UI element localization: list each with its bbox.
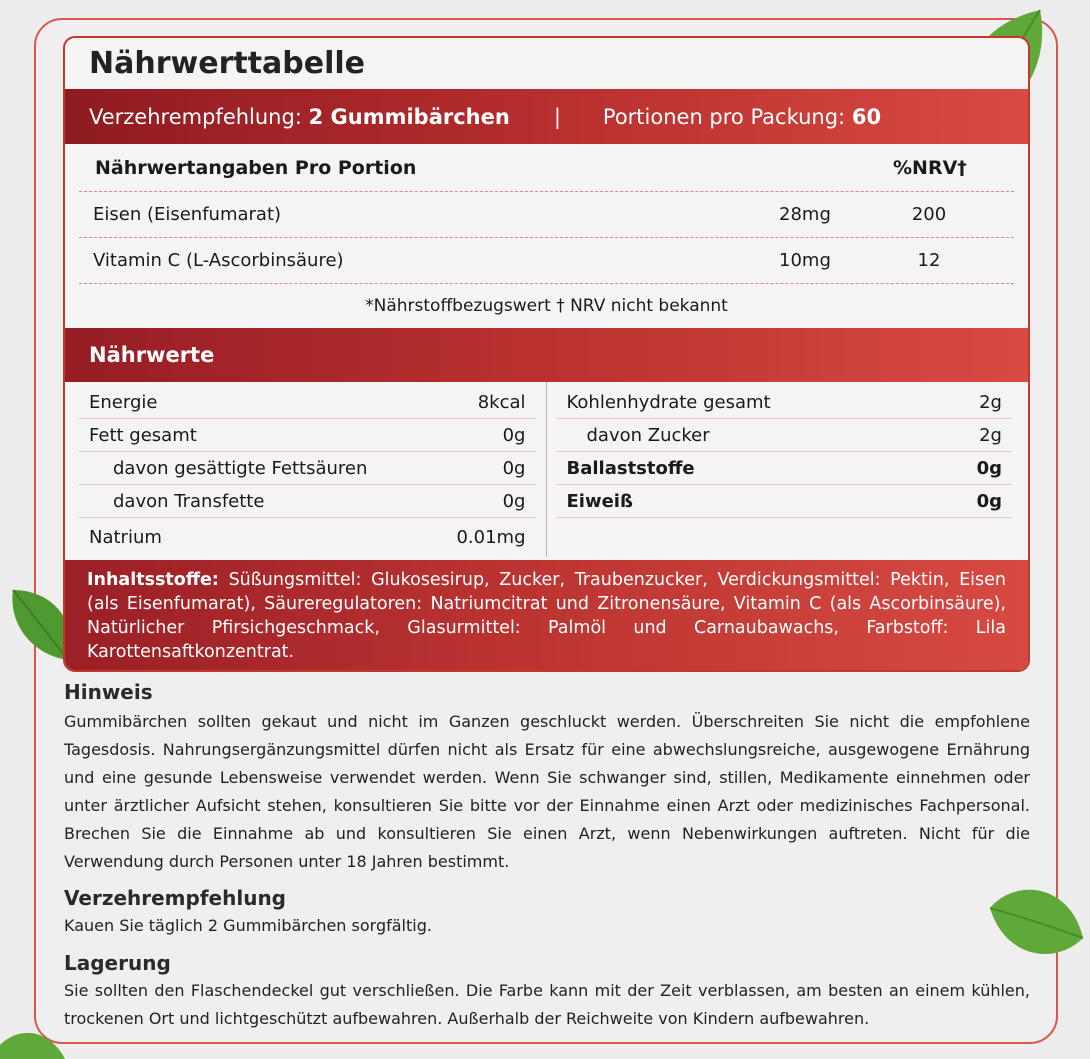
- naehrwerte-header: Nährwerte: [65, 328, 1028, 382]
- table-row: [79, 518, 536, 556]
- row-value: 2g: [979, 391, 1002, 413]
- portions-value: 60: [851, 104, 882, 129]
- row-label: Kohlenhydrate gesamt: [566, 391, 771, 413]
- separator: |: [553, 104, 561, 129]
- row-value: 8kcal: [477, 391, 526, 413]
- verzehr-section: [64, 886, 1030, 940]
- table-row: [79, 452, 536, 485]
- nrv-row: [79, 192, 1014, 238]
- hinweis-title: Hinweis: [64, 680, 153, 704]
- portions-label: Portionen pro Packung:: [602, 104, 846, 129]
- nrv-percent: 12: [917, 250, 941, 271]
- table-row: [79, 386, 536, 419]
- row-value: 0g: [502, 457, 526, 479]
- nutrition-card: [63, 36, 1030, 672]
- page-title: Nährwerttabelle: [89, 46, 366, 81]
- row-value: 0g: [502, 490, 526, 512]
- table-row: [79, 485, 536, 518]
- leaf-bottom-left-icon: [0, 1025, 70, 1059]
- row-label: Ballaststoffe: [566, 457, 695, 479]
- nrv-percent: 200: [911, 204, 947, 225]
- verzehr-text: Kauen Sie täglich 2 Gummibärchen sorgfältig.: [64, 916, 432, 935]
- table-row: [557, 485, 1013, 518]
- lagerung-title: Lagerung: [64, 951, 171, 975]
- serving-bar: [65, 89, 1028, 144]
- row-label: davon Zucker: [586, 424, 710, 446]
- lagerung-section: [64, 951, 1030, 1033]
- nrv-header: [79, 144, 1014, 192]
- table-row: [557, 452, 1013, 485]
- nrv-header-label: Nährwertangaben Pro Portion: [95, 156, 417, 179]
- row-label: Energie: [89, 391, 158, 413]
- naehrwerte-grid: [65, 382, 1028, 557]
- nrv-name: Vitamin C (L-Ascorbinsäure): [93, 250, 344, 271]
- row-value: 0g: [502, 424, 526, 446]
- nrv-footnote: *Nährstoffbezugswert † NRV nicht bekannt: [365, 296, 728, 316]
- row-value: 2g: [979, 424, 1002, 446]
- row-label: Eiweiß: [566, 490, 633, 512]
- table-row: [557, 386, 1013, 419]
- naehrwerte-left-column: [65, 382, 547, 557]
- ingredients-block: [65, 560, 1030, 672]
- row-value: 0g: [976, 457, 1002, 479]
- hinweis-text: Gummibärchen sollten gekaut und nicht im Ganzen geschluckt werden. Überschreiten Sie nicht die empfohlene Tagesdosis. Nahrungsergänzungsmittel dürfen nicht als Ersatz für eine abwechslungsreiche, ausgewogene Ernährung und eine gesunde Lebensweise verwendet werden. Wenn Sie schwanger sind, stillen, Medikamente einnehmen oder unter ärztlicher Aufsicht stehen, konsultieren Sie bitte vor der Einnahme einen Arzt oder medizinisches Fachpersonal. Brechen Sie die Einnahme ab und konsultieren Sie einen Arzt, wenn Nebenwirkungen auftreten. Nicht für die Verwendung durch Personen unter 18 Jahren bestimmt.: [64, 712, 1030, 871]
- row-label: Natrium: [89, 526, 162, 548]
- nrv-amount: 28mg: [779, 204, 831, 225]
- recommendation-label: Verzehrempfehlung:: [89, 104, 302, 129]
- naehrwerte-right-column: [547, 382, 1029, 557]
- nrv-row: [79, 238, 1014, 284]
- hinweis-section: [64, 680, 1030, 876]
- nrv-header-pct: %NRV†: [893, 156, 967, 179]
- recommendation-value: 2 Gummibärchen: [308, 104, 510, 129]
- row-label: davon Transfette: [113, 490, 265, 512]
- row-label: Fett gesamt: [89, 424, 197, 446]
- row-value: 0.01mg: [456, 526, 526, 548]
- table-row: [557, 419, 1013, 452]
- row-label: davon gesättigte Fettsäuren: [113, 457, 368, 479]
- row-value: 0g: [976, 490, 1002, 512]
- lagerung-text: Sie sollten den Flaschendeckel gut verschließen. Die Farbe kann mit der Zeit verblassen, am besten an einem kühlen, trockenen Ort und lichtgeschützt aufbewahren. Außerhalb der Reichweite von Kindern aufbewahren.: [64, 981, 1030, 1028]
- nrv-amount: 10mg: [779, 250, 831, 271]
- nrv-name: Eisen (Eisenfumarat): [93, 204, 282, 225]
- ingredients-label: Inhaltsstoffe:: [87, 570, 219, 590]
- ingredients-text: Süßungsmittel: Glukosesirup, Zucker, Traubenzucker, Verdickungsmittel: Pektin, Eisen (als Eisenfumarat), Säureregulatoren: Natriumcitrat und Zitronensäure, Vitamin C (als Ascorbinsäure), Natürlicher Pfirsichgeschmack, Glasurmittel: Palmöl und Carnaubawachs, Farbstoff: Lila Karottensaftkonzentrat.: [87, 570, 1006, 662]
- table-row: [79, 419, 536, 452]
- verzehr-title: Verzehrempfehlung: [64, 886, 286, 910]
